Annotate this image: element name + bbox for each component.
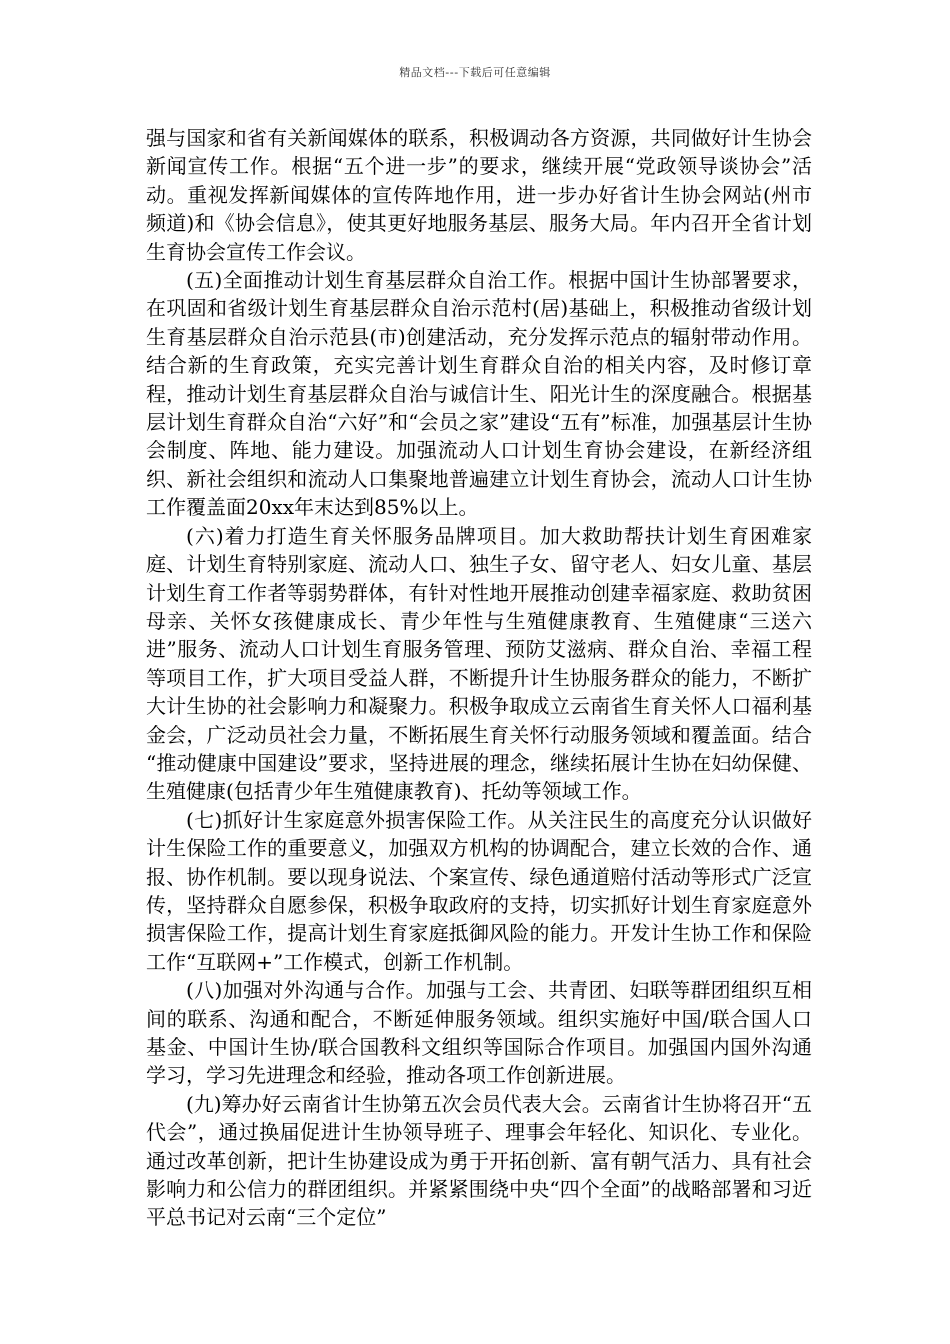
- paragraph-publicity-continued: 强与国家和省有关新闻媒体的联系，积极调动各方资源，共同做好计生协会新闻宣传工作。根据“五个进一步”的要求，继续开展“党政领导谈协会”活动。重视发挥新闻媒体的宣传阵地作用，进一步办好省计生协会网站(州市频道)和《协会信息》，使其更好地服务基层、服务大局。年内召开全省计划生育协会宣传工作会议。: [146, 126, 812, 264]
- page-header-note: 精品文档---下载后可任意编辑: [399, 66, 551, 79]
- paragraph-section-9: (九)筹办好云南省计生协第五次会员代表大会。云南省计生协将召开“五代会”，通过换届促进计生协领导班子、理事会年轻化、知识化、专业化。通过改革创新，把计生协建设成为勇于开拓创新、富有朝气活力、具有社会影响力和公信力的群团组织。并紧紧围绕中央“四个全面”的战略部署和习近平总书记对云南“三个定位”: [146, 1091, 812, 1230]
- paragraph-section-8: (八)加强对外沟通与合作。加强与工会、共青团、妇联等群团组织互相间的联系、沟通和配合，不断延伸服务领域。组织实施好中国/联合国人口基金、中国计生协/联合国教科文组织等国际合作项目。加强国内国外沟通学习，学习先进理念和经验，推动各项工作创新进展。: [146, 978, 812, 1088]
- document-body: [146, 124, 812, 1232]
- paragraph-section-5: (五)全面推动计划生育基层群众自治工作。根据中国计生协部署要求，在巩固和省级计划生育基层群众自治示范村(居)基础上，积极推动省级计划生育基层群众自治示范县(市)创建活动，充分发挥示范点的辐射带动作用。结合新的生育政策，充实完善计划生育群众自治的相关内容，及时修订章程，推动计划生育基层群众自治与诚信计生、阳光计生的深度融合。根据基层计划生育群众自治“六好”和“会员之家”建设“五有”标准，加强基层计生协会制度、阵地、能力建设。加强流动人口计划生育协会建设，在新经济组织、新社会组织和流动人口集聚地普遍建立计划生育协会，流动人口计生协工作覆盖面20xx年末达到85%以上。: [146, 268, 812, 520]
- paragraph-section-6: (六)着力打造生育关怀服务品牌项目。加大救助帮扶计划生育困难家庭、计划生育特别家庭、流动人口、独生子女、留守老人、妇女儿童、基层计划生育工作者等弱势群体，有针对性地开展推动创建幸福家庭、救助贫困母亲、关怀女孩健康成长、青少年性与生殖健康教育、生殖健康“三送六进”服务、流动人口计划生育服务管理、预防艾滋病、群众自治、幸福工程等项目工作，扩大项目受益人群，不断提升计生协服务群众的能力，不断扩大计生协的社会影响力和凝聚力。积极争取成立云南省生育关怀人口福利基金会，广泛动员社会力量，不断拓展生育关怀行动服务领域和覆盖面。结合 “推动健康中国建设”要求，坚持进展的理念，继续拓展计生协在妇幼保健、生殖健康(包括青少年生殖健康教育)、托幼等领域工作。: [146, 523, 812, 804]
- paragraph-section-7: (七)抓好计生家庭意外损害保险工作。从关注民生的高度充分认识做好计生保险工作的重要意义，加强双方机构的协调配合，建立长效的合作、通报、协作机制。要以现身说法、个案宣传、绿色通道赔付活动等形式广泛宣传，坚持群众自愿参保，积极争取政府的支持，切实抓好计划生育家庭意外损害保险工作，提高计划生育家庭抵御风险的能力。开发计生协工作和保险工作“互联网+”工作模式，创新工作机制。: [146, 807, 812, 974]
